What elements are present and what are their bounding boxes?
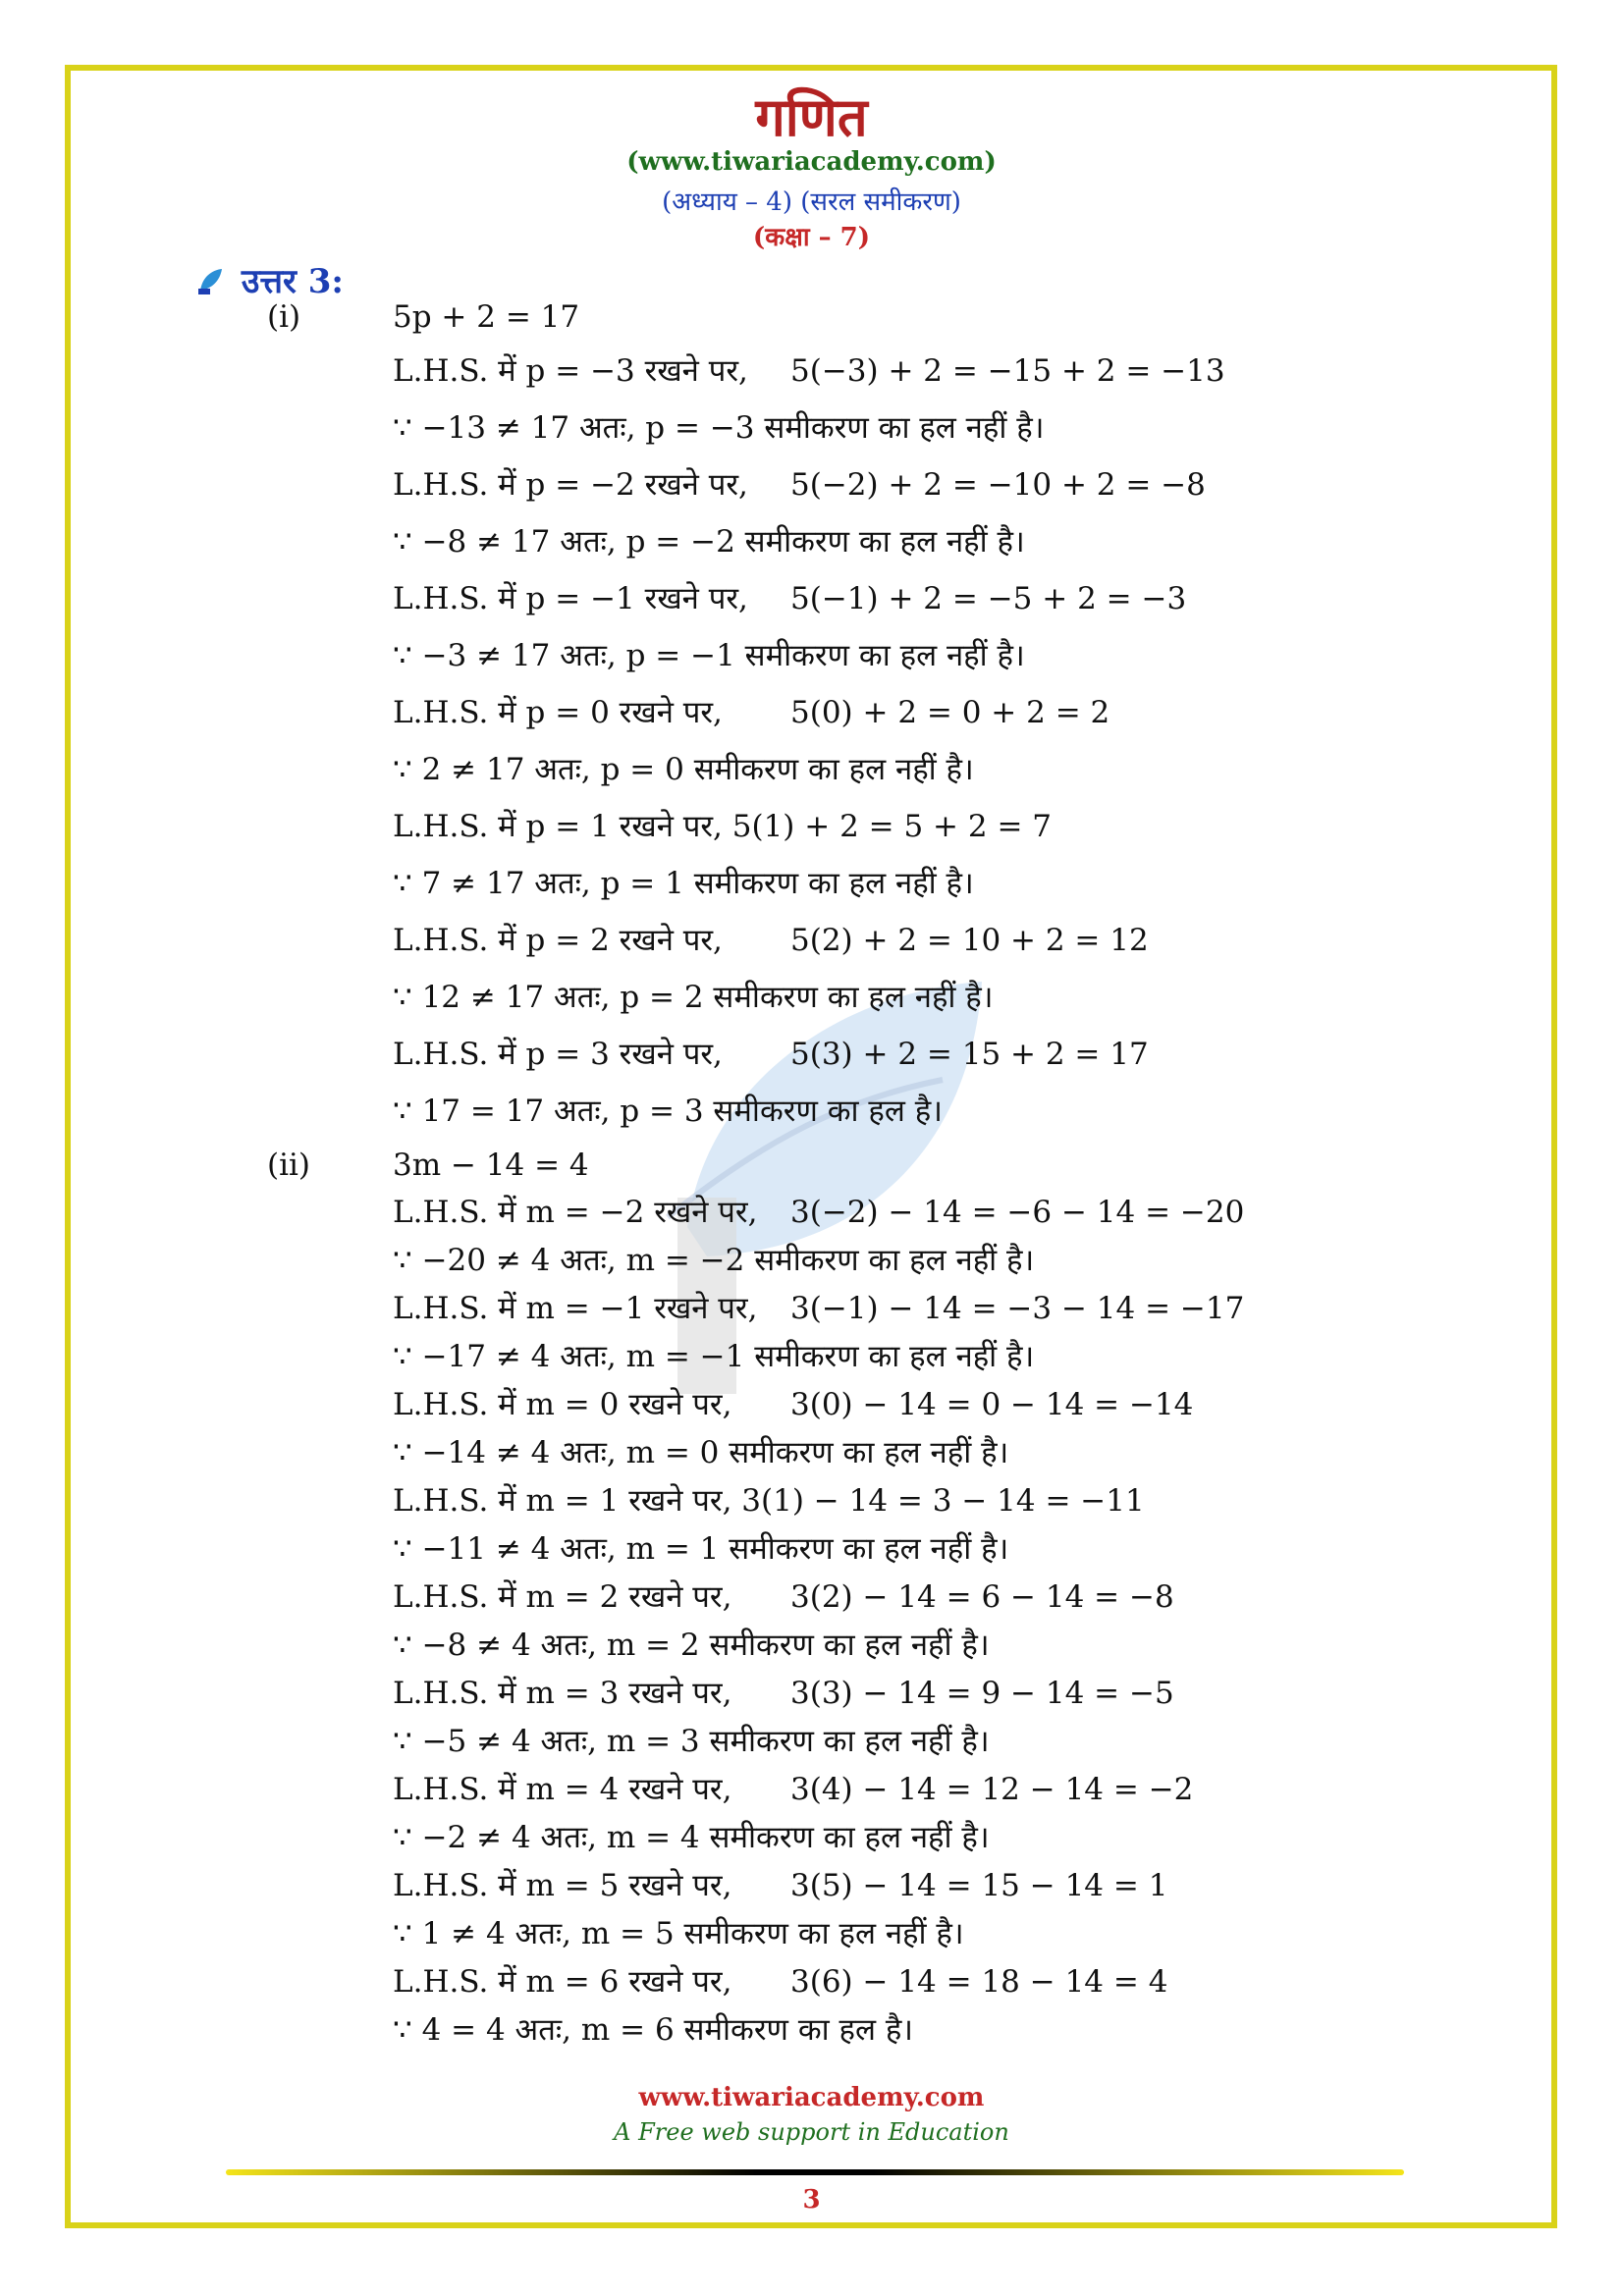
solution-step-text: ∵ 7 ≠ 17 अतः, p = 1 समीकरण का हल नहीं है। (393, 866, 974, 901)
solution-step-text: L.H.S. में p = 2 रखने पर, (393, 923, 723, 958)
solution-step-calculation: 5(3) + 2 = 15 + 2 = 17 (790, 1037, 1149, 1072)
solution-step-text: ∵ −8 ≠ 17 अतः, p = −2 समीकरण का हल नहीं है। (393, 524, 1025, 560)
solution-step-text: L.H.S. में p = 1 रखने पर, 5(1) + 2 = 5 + 2 = 7 (393, 809, 1053, 844)
solution-step-text: ∵ 2 ≠ 17 अतः, p = 0 समीकरण का हल नहीं है। (393, 752, 974, 787)
solution-step-text: ∵ −20 ≠ 4 अतः, m = −2 समीकरण का हल नहीं है। (393, 1243, 1035, 1278)
solution-step-text: ∵ 1 ≠ 4 अतः, m = 5 समीकरण का हल नहीं है। (393, 1916, 964, 1951)
solution-step-text: L.H.S. में m = 5 रखने पर, (393, 1868, 732, 1903)
footer-divider (226, 2169, 1404, 2175)
solution-step-text: ∵ −11 ≠ 4 अतः, m = 1 समीकरण का हल नहीं है। (393, 1531, 1009, 1567)
solution-step-calculation: 3(5) − 14 = 15 − 14 = 1 (790, 1868, 1168, 1903)
part-2-equation: 3m − 14 = 4 (393, 1148, 589, 1183)
answer-heading (196, 257, 344, 302)
solution-step-text: L.H.S. में m = 1 रखने पर, 3(1) − 14 = 3 − 14 = −11 (393, 1483, 1145, 1519)
solution-step-text: ∵ 4 = 4 अतः, m = 6 समीकरण का हल है। (393, 2012, 914, 2048)
solution-step-text: L.H.S. में m = −1 रखने पर, (393, 1291, 758, 1326)
part-1-label: (i) (267, 299, 301, 335)
page-number: 3 (802, 2185, 821, 2215)
solution-step-text: L.H.S. में p = 0 रखने पर, (393, 695, 723, 730)
solution-step-text: ∵ −13 ≠ 17 अतः, p = −3 समीकरण का हल नहीं है। (393, 410, 1045, 446)
solution-step-calculation: 3(4) − 14 = 12 − 14 = −2 (790, 1772, 1194, 1807)
solution-step-text: L.H.S. में p = −1 रखने पर, (393, 581, 748, 616)
solution-step-text: L.H.S. में m = 0 रखने पर, (393, 1387, 732, 1422)
solution-step-calculation: 3(3) − 14 = 9 − 14 = −5 (790, 1676, 1174, 1711)
solution-step-text: L.H.S. में m = 2 रखने पर, (393, 1579, 732, 1615)
solution-step-text: L.H.S. में m = 6 रखने पर, (393, 1964, 732, 2000)
solution-step-calculation: 5(0) + 2 = 0 + 2 = 2 (790, 695, 1110, 730)
page-title: गणित (755, 85, 868, 148)
solution-step-calculation: 3(6) − 14 = 18 − 14 = 4 (790, 1964, 1168, 2000)
solution-step-text: ∵ −3 ≠ 17 अतः, p = −1 समीकरण का हल नहीं है। (393, 638, 1025, 673)
solution-step-calculation: 5(2) + 2 = 10 + 2 = 12 (790, 923, 1149, 958)
solution-step-text: ∵ −2 ≠ 4 अतः, m = 4 समीकरण का हल नहीं है। (393, 1820, 990, 1855)
solution-step-text: L.H.S. में p = −2 रखने पर, (393, 467, 748, 503)
solution-step-text: L.H.S. में p = −3 रखने पर, (393, 353, 748, 389)
solution-step-text: ∵ −5 ≠ 4 अतः, m = 3 समीकरण का हल नहीं है। (393, 1724, 990, 1759)
solution-step-text: ∵ −17 ≠ 4 अतः, m = −1 समीकरण का हल नहीं है। (393, 1339, 1035, 1374)
solution-step-text: L.H.S. में m = −2 रखने पर, (393, 1195, 758, 1230)
solution-step-calculation: 3(0) − 14 = 0 − 14 = −14 (790, 1387, 1194, 1422)
solution-step-text: ∵ 12 ≠ 17 अतः, p = 2 समीकरण का हल नहीं है। (393, 980, 994, 1015)
solution-step-text: ∵ −14 ≠ 4 अतः, m = 0 समीकरण का हल नहीं है। (393, 1435, 1009, 1470)
solution-step-text: ∵ 17 = 17 अतः, p = 3 समीकरण का हल है। (393, 1094, 943, 1129)
chapter-heading: (अध्याय – 4) (सरल समीकरण) (662, 187, 961, 217)
footer-website[interactable]: www.tiwariacademy.com (638, 2083, 985, 2112)
solution-step-calculation: 5(−2) + 2 = −10 + 2 = −8 (790, 467, 1206, 503)
class-label: (कक्षा – 7) (752, 223, 871, 252)
pen-icon (196, 267, 224, 296)
solution-step-calculation: 3(−1) − 14 = −3 − 14 = −17 (790, 1291, 1245, 1326)
header-website[interactable]: (www.tiwariacademy.com) (626, 147, 997, 177)
solution-step-calculation: 5(−1) + 2 = −5 + 2 = −3 (790, 581, 1187, 616)
solution-step-text: L.H.S. में m = 4 रखने पर, (393, 1772, 732, 1807)
answer-heading-text: उत्तर 3: (241, 262, 344, 301)
solution-step-text: L.H.S. में p = 3 रखने पर, (393, 1037, 723, 1072)
solution-step-text: L.H.S. में m = 3 रखने पर, (393, 1676, 732, 1711)
solution-step-calculation: 3(−2) − 14 = −6 − 14 = −20 (790, 1195, 1245, 1230)
part-2-label: (ii) (267, 1148, 311, 1183)
solution-step-text: ∵ −8 ≠ 4 अतः, m = 2 समीकरण का हल नहीं है। (393, 1628, 990, 1663)
part-1-equation: 5p + 2 = 17 (393, 299, 580, 335)
solution-step-calculation: 3(2) − 14 = 6 − 14 = −8 (790, 1579, 1174, 1615)
solution-step-calculation: 5(−3) + 2 = −15 + 2 = −13 (790, 353, 1225, 389)
footer-tagline: A Free web support in Education (614, 2118, 1009, 2146)
